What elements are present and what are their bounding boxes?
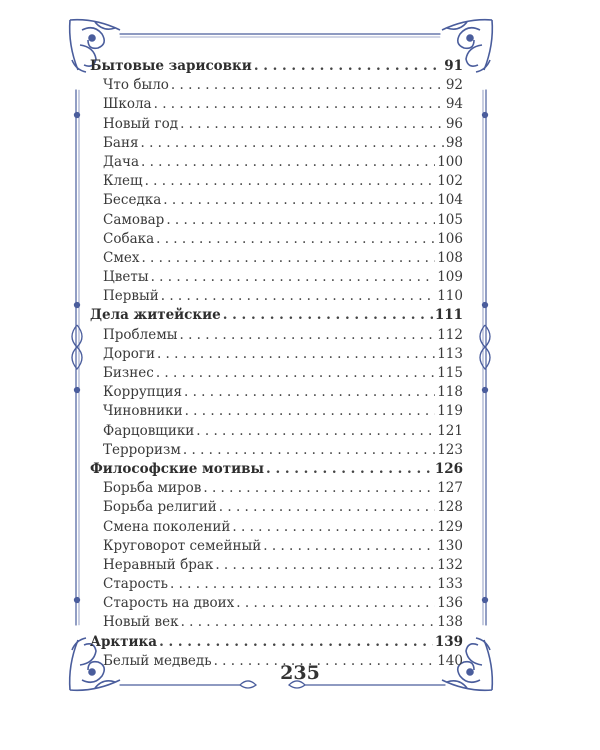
toc-item-title: Клещ: [103, 173, 143, 190]
toc-section: [90, 460, 463, 479]
toc-section-title: Арктика: [90, 633, 158, 650]
toc-item: [90, 594, 463, 613]
toc-item: [90, 249, 463, 268]
toc-item-title: Бизнес: [103, 365, 154, 381]
leader-dots: [157, 345, 435, 364]
toc-item-title: Коррупция: [103, 384, 182, 401]
toc-item-page: 136: [437, 595, 463, 612]
toc-item-page: 132: [437, 556, 463, 573]
toc-item-page: 129: [437, 518, 463, 535]
toc-item: [90, 76, 463, 95]
leader-dots: [181, 613, 436, 632]
toc-item-page: 100: [437, 153, 463, 170]
toc-item-title: Смех: [103, 249, 140, 266]
leader-dots: [180, 115, 444, 134]
toc-item-page: 110: [437, 288, 463, 305]
toc-item-title: Дача: [103, 153, 139, 170]
side-ornament-left: [72, 113, 82, 603]
toc-item: [90, 172, 463, 191]
leader-dots: [263, 537, 435, 556]
toc-item-title: Школа: [103, 96, 152, 113]
toc-item-page: 127: [437, 480, 463, 497]
leader-dots: [166, 211, 435, 230]
toc-item-page: 98: [445, 134, 463, 151]
toc-item-page: 133: [437, 576, 463, 593]
toc-item-title: Круговорот семейный: [103, 537, 262, 554]
toc-item-title: Белый медведь: [103, 652, 212, 669]
leader-dots: [154, 95, 444, 114]
toc-item: [90, 345, 463, 364]
toc-item-page: 140: [437, 652, 463, 669]
toc-item-title: Новый век: [103, 614, 179, 631]
side-ornament-right: [480, 113, 490, 603]
leader-dots: [141, 153, 435, 172]
toc-item-title: Новый год: [103, 115, 179, 132]
leader-dots: [185, 402, 436, 421]
toc-item: [90, 115, 463, 134]
toc-section: [90, 57, 463, 76]
leader-dots: [163, 191, 435, 210]
toc-item-page: 102: [437, 173, 463, 190]
leader-dots: [171, 76, 444, 95]
toc-item: [90, 211, 463, 230]
leader-dots: [232, 518, 435, 537]
toc-item: [90, 575, 463, 594]
leader-dots: [184, 383, 435, 402]
toc-item-page: 123: [437, 441, 463, 458]
toc-item-page: 115: [437, 365, 463, 381]
toc-item-page: 113: [437, 345, 463, 362]
toc-section-title: Философские мотивы: [90, 460, 265, 477]
page-number: 235: [280, 662, 320, 684]
toc-item-title: Баня: [103, 134, 139, 151]
toc-item: [90, 230, 463, 249]
toc-item-title: Борьба религий: [103, 499, 217, 516]
toc-item-title: Проблемы: [103, 326, 178, 343]
leader-dots: [236, 594, 435, 613]
toc-item-page: 109: [437, 269, 463, 286]
toc-item-page: 121: [437, 422, 463, 439]
toc-item-title: Фарцовщики: [103, 422, 195, 439]
leader-dots: [161, 287, 435, 306]
toc-item: [90, 153, 463, 172]
toc-section-title: Дела житейские: [90, 307, 221, 324]
toc-item: [90, 268, 463, 287]
leader-dots: [156, 230, 435, 249]
table-of-contents: [90, 57, 463, 671]
toc-item-page: 92: [445, 77, 463, 94]
toc-item: [90, 95, 463, 114]
toc-item-title: Чиновники: [103, 403, 183, 420]
leader-dots: [183, 441, 435, 460]
toc-item-title: Старость: [103, 576, 168, 593]
leader-dots: [223, 306, 433, 325]
toc-item: [90, 402, 463, 421]
toc-item-title: Первый: [103, 288, 159, 305]
toc-item-page: 119: [437, 403, 463, 420]
toc-item: [90, 383, 463, 402]
toc-item: [90, 326, 463, 345]
toc-item-page: 108: [437, 249, 463, 266]
toc-section: [90, 306, 463, 325]
leader-dots: [179, 326, 435, 345]
toc-item-title: Самовар: [103, 211, 165, 228]
toc-item-page: 128: [437, 499, 463, 516]
leader-dots: [266, 460, 433, 479]
leader-dots: [196, 422, 435, 441]
toc-item: [90, 364, 463, 383]
toc-item: [90, 556, 463, 575]
toc-item-page: 104: [437, 192, 463, 209]
leader-dots: [170, 575, 435, 594]
toc-item: [90, 422, 463, 441]
leader-dots: [215, 556, 435, 575]
leader-dots: [140, 134, 443, 153]
toc-item-page: 138: [437, 614, 463, 631]
toc-section-page: 91: [444, 58, 463, 74]
toc-item-page: 94: [445, 96, 463, 113]
toc-item: [90, 498, 463, 517]
toc-item-title: Дороги: [103, 345, 155, 362]
leader-dots: [151, 268, 436, 287]
leader-dots: [145, 172, 436, 191]
toc-item: [90, 191, 463, 210]
toc-item-title: Что было: [103, 77, 169, 94]
leader-dots: [203, 479, 435, 498]
toc-item-page: 112: [437, 326, 463, 343]
toc-item: [90, 537, 463, 556]
toc-item-title: Собака: [103, 230, 155, 247]
toc-section-page: 111: [434, 307, 463, 324]
leader-dots: [141, 249, 435, 268]
toc-item: [90, 134, 463, 153]
toc-item-title: Беседка: [103, 192, 162, 209]
toc-item-title: Борьба миров: [103, 480, 202, 497]
toc-section: [90, 633, 463, 652]
leader-dots: [159, 633, 433, 652]
leader-dots: [156, 364, 435, 383]
toc-item: [90, 441, 463, 460]
toc-item-title: Цветы: [103, 269, 149, 286]
toc-item: [90, 479, 463, 498]
toc-item-page: 118: [437, 384, 463, 401]
toc-item-title: Смена поколений: [103, 518, 231, 535]
toc-item: [90, 287, 463, 306]
toc-item-page: 130: [437, 537, 463, 554]
toc-item: [90, 613, 463, 632]
toc-section-page: 126: [434, 460, 463, 477]
toc-item: [90, 518, 463, 537]
toc-item-title: Неравный брак: [103, 556, 214, 573]
toc-section-page: 139: [434, 633, 463, 650]
toc-item-page: 96: [445, 115, 463, 132]
toc-item-page: 105: [437, 211, 463, 228]
leader-dots: [219, 498, 435, 517]
leader-dots: [254, 57, 442, 76]
toc-section-title: Бытовые зарисовки: [90, 58, 252, 74]
toc-item-title: Терроризм: [103, 441, 181, 458]
toc-item-title: Старость на двоих: [103, 595, 235, 612]
toc-item-page: 106: [437, 230, 463, 247]
